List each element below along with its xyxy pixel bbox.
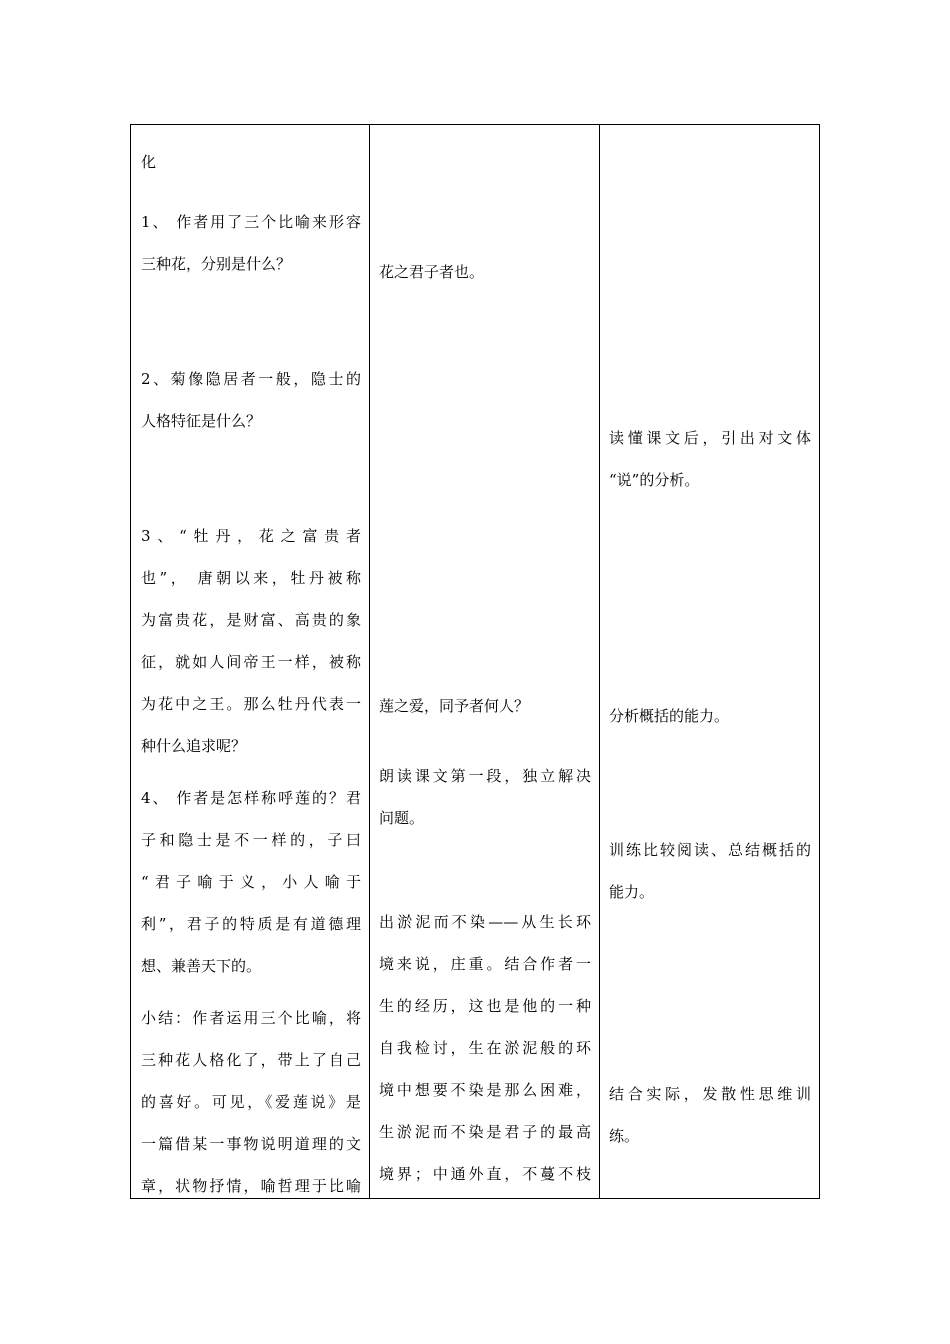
col2-line: 生淤泥而不染是君子的最高 <box>379 1123 591 1141</box>
col1-line: 三种花，分别是什么？ <box>141 255 292 273</box>
col1-line: 1、 作者用了三个比喻来形容 <box>141 213 361 231</box>
col1-line: 种什么追求呢？ <box>141 737 247 755</box>
col1-line: 3、“牡丹，花之富贵者 <box>141 527 361 545</box>
col1-line: 4、 作者是怎样称呼莲的？君 <box>141 789 361 807</box>
col2-line: 境中想要不染是那么困难， <box>379 1081 591 1099</box>
col3-line: 分析概括的能力。 <box>609 707 730 725</box>
col2-line: 境来说，庄重。结合作者一 <box>379 955 591 973</box>
col1-line: 人格特征是什么？ <box>141 412 262 430</box>
col2-line: 出淤泥而不染——从生长环 <box>379 913 591 931</box>
col1-line: 为花中之王。那么牡丹代表一 <box>141 695 361 713</box>
col2-line: 莲之爱，同予者何人？ <box>379 697 530 715</box>
col1-line: 的喜好。可见，《爱莲说》是 <box>141 1093 361 1111</box>
col2-line: 问题。 <box>379 809 425 827</box>
col3-line: 训练比较阅读、总结概括的 <box>609 841 811 859</box>
column-divider <box>599 125 600 1198</box>
col3-line: 能力。 <box>609 883 655 901</box>
col1-line: 也”， 唐朝以来，牡丹被称 <box>141 569 361 587</box>
column-divider <box>369 125 370 1198</box>
col2-line: 境界；中通外直，不蔓不枝 <box>379 1165 591 1183</box>
col1-line: 为富贵花，是财富、高贵的象 <box>141 611 361 629</box>
col3-line: 结合实际，发散性思维训 <box>609 1085 811 1103</box>
col2-line: 自我检讨，生在淤泥般的环 <box>379 1039 591 1057</box>
col1-line: 小结：作者运用三个比喻，将 <box>141 1009 361 1027</box>
col1-line: 子和隐士是不一样的，子曰 <box>141 831 361 849</box>
col1-line: 想、兼善天下的。 <box>141 957 262 975</box>
col1-line: 章，状物抒情，喻哲理于比喻 <box>141 1177 361 1195</box>
col2-line: 朗读课文第一段，独立解决 <box>379 767 591 785</box>
col2-line: 生的经历，这也是他的一种 <box>379 997 591 1015</box>
col1-line: “君子喻于义，小人喻于 <box>141 873 361 891</box>
col1-line: 三种花人格化了，带上了自己 <box>141 1051 361 1069</box>
col1-line: 2、菊像隐居者一般，隐士的 <box>141 370 361 388</box>
col1-line: 利”，君子的特质是有道德理 <box>141 915 361 933</box>
col3-line: 练。 <box>609 1127 640 1145</box>
col1-line: 化 <box>141 153 157 171</box>
col1-line: 一篇借某一事物说明道理的文 <box>141 1135 361 1153</box>
col1-line: 征，就如人间帝王一样，被称 <box>141 653 361 671</box>
lesson-plan-table <box>130 124 820 1199</box>
col3-line: “说”的分析。 <box>609 471 700 489</box>
col2-line: 花之君子者也。 <box>379 263 485 281</box>
col3-line: 读懂课文后，引出对文体 <box>609 429 811 447</box>
